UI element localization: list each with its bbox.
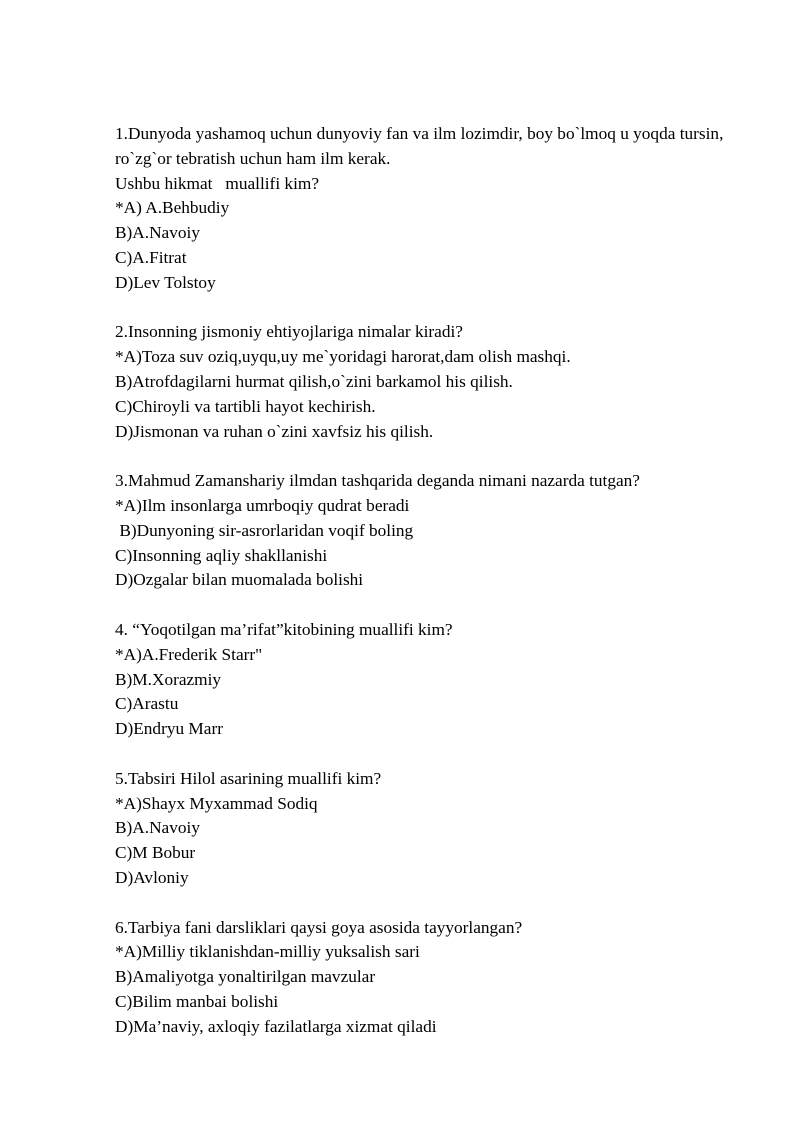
question-block xyxy=(115,469,755,593)
question-text: 2.Insonning jismoniy ehtiyojlariga nimalar kiradi? xyxy=(115,322,463,342)
question-block xyxy=(115,122,755,296)
answer-option: D)Endryu Marr xyxy=(115,719,223,739)
answer-option: B)A.Navoiy xyxy=(115,223,200,243)
answer-option: C)Arastu xyxy=(115,694,179,714)
answer-option: B)Amaliyotga yonaltirilgan mavzular xyxy=(115,967,376,987)
answer-option: D)Ozgalar bilan muomalada bolishi xyxy=(115,570,364,590)
answer-option: B)M.Xorazmiy xyxy=(115,669,222,689)
question-block xyxy=(115,320,755,444)
question-text: 4. “Yoqotilgan ma’rifat”kitobining muallifi kim? xyxy=(115,619,453,639)
answer-option: D)Lev Tolstoy xyxy=(115,272,216,292)
answer-option: *A)Shayx Myxammad Sodiq xyxy=(115,793,318,813)
answer-option: C)M Bobur xyxy=(115,843,196,863)
question-block xyxy=(115,916,755,1040)
answer-option: *A)A.Frederik Starr" xyxy=(115,644,263,664)
answer-option: D)Avloniy xyxy=(115,867,189,887)
answer-option: C)Chiroyli va tartibli hayot kechirish. xyxy=(115,396,376,416)
answer-option: C)Insonning aqliy shakllanishi xyxy=(115,545,328,565)
answer-option: B)Atrofdagilarni hurmat qilish,o`zini barkamol his qilish. xyxy=(115,371,513,391)
answer-option: D)Ma’naviy, axloqiy fazilatlarga xizmat qiladi xyxy=(115,1016,437,1036)
question-text: 5.Tabsiri Hilol asarining muallifi kim? xyxy=(115,768,382,788)
answer-option: *A) A.Behbudiy xyxy=(115,198,230,218)
question-block xyxy=(115,767,755,891)
question-text: Ushbu hikmat muallifi kim? xyxy=(115,173,319,193)
question-block xyxy=(115,618,755,742)
answer-option: *A)Ilm insonlarga umrboqiy qudrat beradi xyxy=(115,495,410,515)
answer-option: *A)Milliy tiklanishdan-milliy yuksalish sari xyxy=(115,942,420,962)
answer-option: C)Bilim manbai bolishi xyxy=(115,991,279,1011)
answer-option: B)Dunyoning sir-asrorlaridan voqif boling xyxy=(115,520,414,540)
answer-option: *A)Toza suv oziq,uyqu,uy me`yoridagi harorat,dam olish mashqi. xyxy=(115,347,571,367)
answer-option: B)A.Navoiy xyxy=(115,818,200,838)
question-text: 1.Dunyoda yashamoq uchun dunyoviy fan va ilm lozimdir, boy bo`lmoq u yoqda tursin, ro`zg`or tebratish uchun ham ilm kerak. xyxy=(115,124,728,168)
answer-option: D)Jismonan va ruhan o`zini xavfsiz his qilish. xyxy=(115,421,434,441)
question-text: 3.Mahmud Zamanshariy ilmdan tashqarida deganda nimani nazarda tutgan? xyxy=(115,471,640,491)
question-text: 6.Tarbiya fani darsliklari qaysi goya asosida tayyorlangan? xyxy=(115,917,523,937)
quiz-content xyxy=(115,122,755,1064)
answer-option: C)A.Fitrat xyxy=(115,247,187,267)
